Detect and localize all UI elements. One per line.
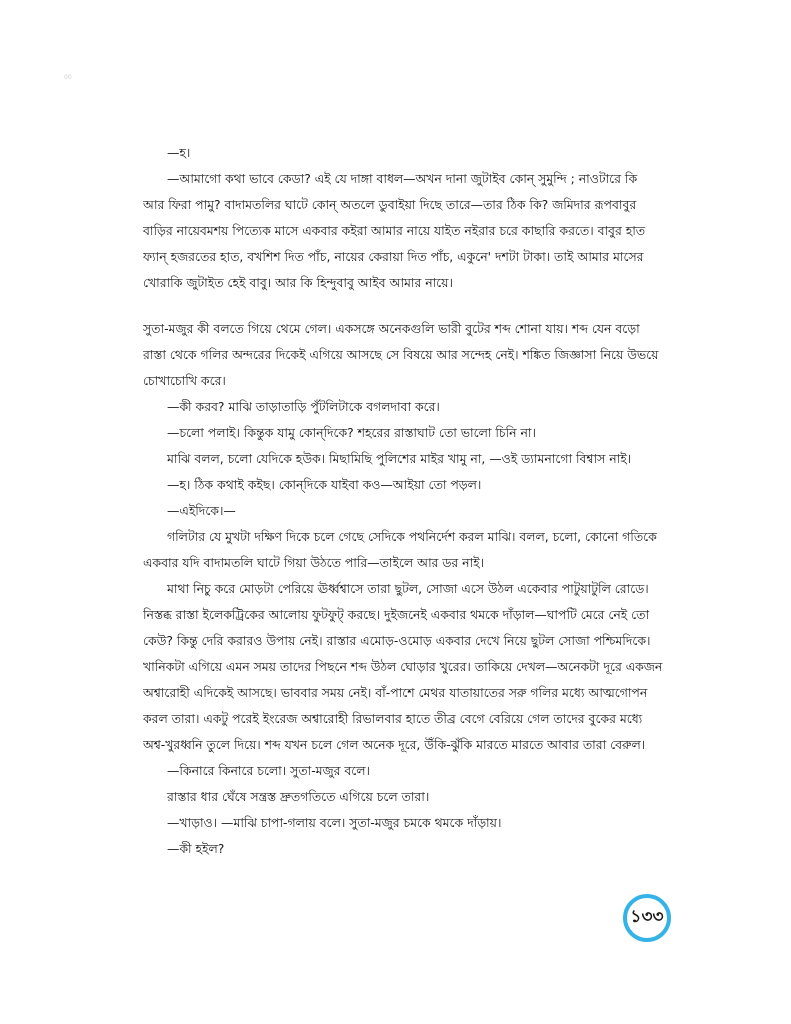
text-line: খোরাকি জুটাইত হেই বাবু। আর কি হিন্দুবাবু আইব আমার নায়ে।: [143, 275, 453, 290]
page-number-badge: [623, 894, 671, 942]
page-number: ১৩৩: [630, 907, 664, 927]
text-line: —চলো পলাই। কিন্তুক যামু কোন্‌দিকে? শহরের রাস্তাঘাট তো ভালো চিনি না।: [167, 425, 536, 440]
text-line: গলিটার যে মুখটা দক্ষিণ দিকে চলে গেছে সেদিকে পথনির্দেশ করল মাঝি। বলল, চলো, কোনো গতিকে: [167, 529, 657, 544]
text-line: আর ফিরা পামু? বাদামতলির ঘাটে কোন্‌ অতলে ডুবাইয়া দিছে তারে—তার ঠিক কি? জমিদার রূপবাবুর: [143, 197, 637, 212]
text-line: রাস্তার ধার ঘেঁষে সন্ত্রস্ত দ্রুতগতিতে এগিয়ে চলে তারা।: [167, 789, 430, 804]
text-line: বাড়ির নায়েবমশয় পিত্যেক মাসে একবার কইরা আমার নায়ে যাইত নইরার চরে কাছারি করতে। বাবুর হাত: [143, 223, 646, 238]
text-line: —হ।: [167, 145, 191, 160]
text-line: খানিকটা এগিয়ে এমন সময় তাদের পিছনে শব্দ উঠল ঘোড়ার খুরের। তাকিয়ে দেখল—অনেকটা দূরে একজন: [143, 659, 663, 674]
text-line: অশ্বারোহী এদিকেই আসছে। ভাববার সময় নেই। বাঁ-পাশে মেথর যাতায়াতের সরু গলির মধ্যে আত্মগোপন: [143, 685, 648, 700]
text-line: ফ্যান্‌ হজরতের হাত, বখশিশ দিত পাঁচ, নায়ের কেরায়া দিত পাঁচ, একুনে' দশটা টাকা। তাই আমার মাসের: [143, 249, 644, 264]
text-line: রাস্তা থেকে গলির অন্দরের দিকেই এগিয়ে আসছে সে বিষয়ে আর সন্দেহ নেই। শঙ্কিত জিজ্ঞাসা নিয়ে উভয়ে: [143, 347, 659, 362]
text-line: চোখাচোখি করে।: [143, 373, 226, 388]
text-line: মাঝি বলল, চলো যেদিকে হউক। মিছামিছি পুলিশের মাইর খামু না, —ওই ড্যামনাগো বিশ্বাস নাই।: [167, 451, 632, 466]
text-line: সুতা-মজুর কী বলতে গিয়ে থেমে গেল। একসঙ্গে অনেকগুলি ভারী বুটের শব্দ শোনা যায়। শব্দ যেন বড়ো: [143, 321, 640, 336]
text-line: একবার যদি বাদামতলি ঘাটে গিয়া উঠতে পারি—তাইলে আর ডর নাই।: [143, 555, 485, 570]
text-line: কেউ? কিন্তু দেরি করারও উপায় নেই। রাস্তার এমোড়-ওমোড় একবার দেখে নিয়ে ছুটল সোজা পশ্চিমদিকে।: [143, 633, 651, 648]
text-line: মাথা নিচু করে মোড়টা পেরিয়ে ঊর্ধ্বশ্বাসে তারা ছুটল, সোজা এসে উঠল একেবার পাটুয়াটুলি রোডে।: [167, 581, 649, 596]
text-line: নিস্তব্ধ রাস্তা ইলেকট্রিকের আলোয় ফুটফুট্‌ করছে। দুইজনেই একবার থমকে দাঁড়াল—ঘাপটি মেরে নেই তো: [143, 607, 650, 622]
margin-mark: 00: [64, 74, 72, 81]
text-line: —কিনারে কিনারে চলো। সুতা-মজুর বলে।: [167, 763, 370, 778]
narrative-block: [143, 316, 671, 862]
text-line: —হ। ঠিক কথাই কইছ। কোন্‌দিকে যাইবা কও—আইয়া তো পড়ল।: [167, 477, 482, 492]
text-line: —আমাগো কথা ভাবে কেডা? এই যে দাঙ্গা বাধল—অখন দানা জুটাইব কোন্‌ সুমুন্দি ; নাওটারে কি: [167, 171, 638, 186]
text-line: করল তারা। একটু পরেই ইংরেজ অশ্বারোহী রিভালবার হাতে তীব্র বেগে বেরিয়ে গেল তাদের বুকের মধ্যে: [143, 711, 643, 726]
text-line: অশ্ব-খুরধ্বনি তুলে দিয়ে। শব্দ যখন চলে গেল অনেক দূরে, উঁকি-ঝুঁকি মারতে মারতে আবার তারা বেরুল।: [143, 737, 646, 752]
text-line: —কী করব? মাঝি তাড়াতাড়ি পুঁটলিটাকে বগলদাবা করে।: [167, 399, 440, 414]
text-line: —এইদিকে।—: [167, 503, 236, 518]
dialogue-block: [143, 140, 671, 296]
text-line: —কী হইল?: [167, 841, 225, 856]
text-line: —খাড়াও। —মাঝি চাপা-গলায় বলে। সুতা-মজুর চমকে থমকে দাঁড়ায়।: [167, 815, 502, 830]
